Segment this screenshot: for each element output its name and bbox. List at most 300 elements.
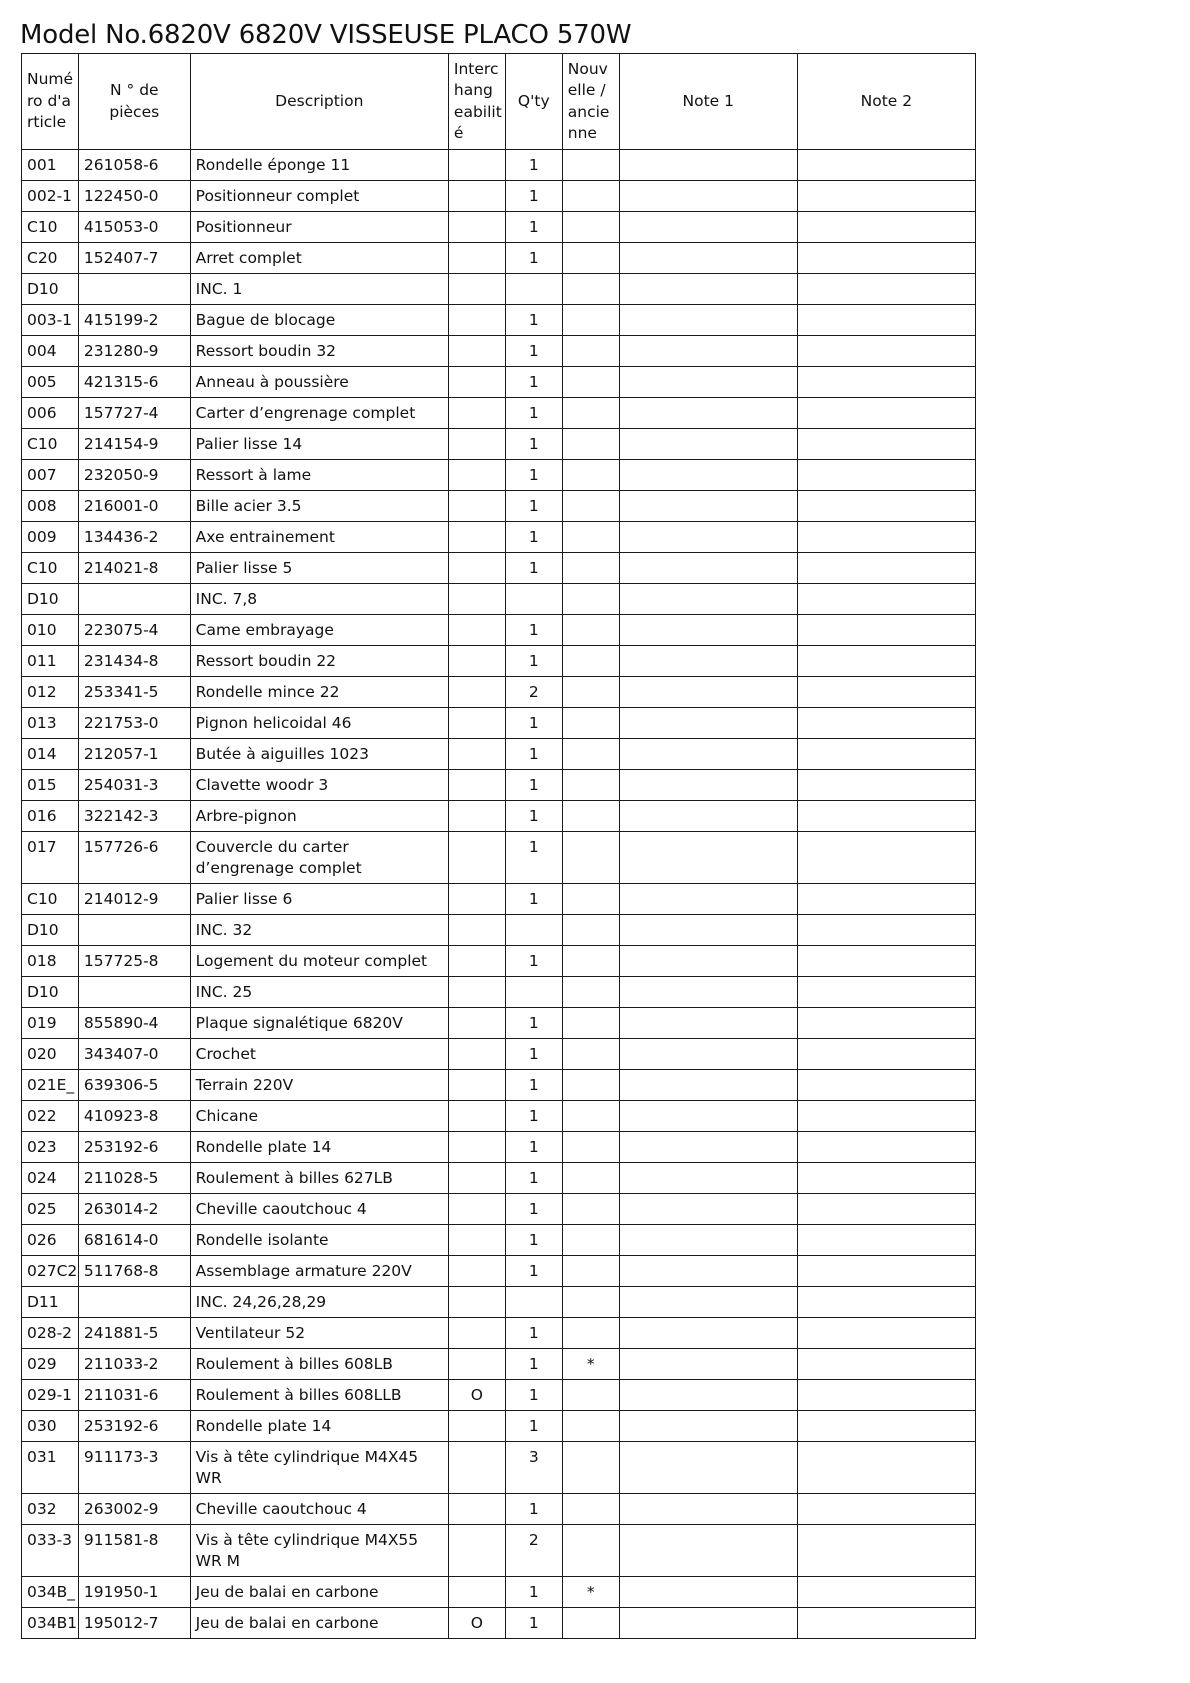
new-old-cell — [562, 832, 619, 884]
part-number-cell: 254031-3 — [78, 770, 190, 801]
quantity-cell: 1 — [505, 491, 562, 522]
note-1-cell — [619, 1070, 797, 1101]
part-number-cell: 211033-2 — [78, 1349, 190, 1380]
table-row — [22, 832, 976, 884]
interchangeability-cell — [448, 915, 505, 946]
new-old-cell — [562, 553, 619, 584]
description-cell: Plaque signalétique 6820V — [190, 1008, 448, 1039]
interchangeability-cell — [448, 1318, 505, 1349]
part-number-cell: 214154-9 — [78, 429, 190, 460]
description-cell: Ressort boudin 22 — [190, 646, 448, 677]
description-cell: INC. 24,26,28,29 — [190, 1287, 448, 1318]
note-2-cell — [797, 977, 975, 1008]
quantity-cell: 1 — [505, 553, 562, 584]
description-cell: Bague de blocage — [190, 305, 448, 336]
interchangeability-cell — [448, 1225, 505, 1256]
new-old-cell — [562, 615, 619, 646]
item-number-cell: 003-1 — [22, 305, 79, 336]
quantity-cell — [505, 915, 562, 946]
item-number-cell: 009 — [22, 522, 79, 553]
part-number-cell: 214021-8 — [78, 553, 190, 584]
part-number-cell: 216001-0 — [78, 491, 190, 522]
description-cell: Anneau à poussière — [190, 367, 448, 398]
table-row — [22, 615, 976, 646]
note-2-cell — [797, 801, 975, 832]
table-row — [22, 1256, 976, 1287]
description-cell: Ventilateur 52 — [190, 1318, 448, 1349]
new-old-cell — [562, 243, 619, 274]
new-old-cell — [562, 1380, 619, 1411]
item-number-cell: 033-3 — [22, 1525, 79, 1577]
note-2-cell — [797, 1318, 975, 1349]
note-2-cell — [797, 915, 975, 946]
item-number-cell: 016 — [22, 801, 79, 832]
note-1-cell — [619, 212, 797, 243]
part-number-cell: 261058-6 — [78, 150, 190, 181]
note-2-cell — [797, 708, 975, 739]
new-old-cell: * — [562, 1349, 619, 1380]
part-number-cell: 511768-8 — [78, 1256, 190, 1287]
note-1-cell — [619, 1256, 797, 1287]
description-cell: Chicane — [190, 1101, 448, 1132]
note-1-cell — [619, 429, 797, 460]
item-number-cell: 032 — [22, 1494, 79, 1525]
new-old-cell — [562, 946, 619, 977]
note-1-cell — [619, 491, 797, 522]
interchangeability-cell — [448, 1039, 505, 1070]
part-number-cell: 241881-5 — [78, 1318, 190, 1349]
interchangeability-cell — [448, 181, 505, 212]
table-row — [22, 884, 976, 915]
note-2-cell — [797, 1525, 975, 1577]
note-1-cell — [619, 150, 797, 181]
note-2-cell — [797, 1380, 975, 1411]
table-header-row — [22, 54, 976, 150]
item-number-cell: 031 — [22, 1442, 79, 1494]
quantity-cell: 1 — [505, 1318, 562, 1349]
note-2-cell — [797, 677, 975, 708]
interchangeability-cell — [448, 739, 505, 770]
new-old-cell — [562, 1256, 619, 1287]
note-1-cell — [619, 336, 797, 367]
table-row — [22, 1039, 976, 1070]
note-2-cell — [797, 1101, 975, 1132]
quantity-cell: 1 — [505, 1380, 562, 1411]
note-1-cell — [619, 1442, 797, 1494]
parts-table-body — [22, 150, 976, 1639]
note-1-cell — [619, 884, 797, 915]
note-2-cell — [797, 243, 975, 274]
interchangeability-cell — [448, 367, 505, 398]
item-number-cell: 017 — [22, 832, 79, 884]
quantity-cell — [505, 977, 562, 1008]
note-1-cell — [619, 1101, 797, 1132]
quantity-cell: 1 — [505, 212, 562, 243]
note-1-cell — [619, 1411, 797, 1442]
note-1-cell — [619, 801, 797, 832]
new-old-cell — [562, 677, 619, 708]
item-number-cell: D10 — [22, 915, 79, 946]
note-1-cell — [619, 977, 797, 1008]
note-1-cell — [619, 915, 797, 946]
description-cell: Palier lisse 5 — [190, 553, 448, 584]
table-row — [22, 1101, 976, 1132]
table-row — [22, 1442, 976, 1494]
note-2-cell — [797, 491, 975, 522]
description-cell: Rondelle mince 22 — [190, 677, 448, 708]
item-number-cell: C10 — [22, 429, 79, 460]
item-number-cell: 028-2 — [22, 1318, 79, 1349]
new-old-cell — [562, 398, 619, 429]
note-2-cell — [797, 367, 975, 398]
table-row — [22, 1525, 976, 1577]
new-old-cell — [562, 1132, 619, 1163]
description-cell: Rondelle plate 14 — [190, 1411, 448, 1442]
quantity-cell: 1 — [505, 1008, 562, 1039]
item-number-cell: D10 — [22, 274, 79, 305]
description-cell: Pignon helicoidal 46 — [190, 708, 448, 739]
item-number-cell: 029-1 — [22, 1380, 79, 1411]
new-old-cell — [562, 429, 619, 460]
item-number-cell: C10 — [22, 884, 79, 915]
table-row — [22, 491, 976, 522]
note-2-cell — [797, 1008, 975, 1039]
item-number-cell: 013 — [22, 708, 79, 739]
quantity-cell: 1 — [505, 1256, 562, 1287]
header-part-number: N ° de pièces — [78, 54, 190, 150]
table-row — [22, 274, 976, 305]
item-number-cell: D10 — [22, 584, 79, 615]
description-cell: Logement du moteur complet — [190, 946, 448, 977]
description-cell: Palier lisse 6 — [190, 884, 448, 915]
new-old-cell — [562, 367, 619, 398]
new-old-cell — [562, 646, 619, 677]
interchangeability-cell — [448, 770, 505, 801]
item-number-cell: 011 — [22, 646, 79, 677]
interchangeability-cell — [448, 946, 505, 977]
note-1-cell — [619, 708, 797, 739]
part-number-cell: 223075-4 — [78, 615, 190, 646]
note-2-cell — [797, 1039, 975, 1070]
table-row — [22, 429, 976, 460]
description-cell: Crochet — [190, 1039, 448, 1070]
new-old-cell — [562, 522, 619, 553]
table-row — [22, 801, 976, 832]
description-cell: Butée à aiguilles 1023 — [190, 739, 448, 770]
table-row — [22, 305, 976, 336]
quantity-cell: 3 — [505, 1442, 562, 1494]
interchangeability-cell — [448, 491, 505, 522]
note-2-cell — [797, 1163, 975, 1194]
description-cell: Rondelle éponge 11 — [190, 150, 448, 181]
item-number-cell: 010 — [22, 615, 79, 646]
interchangeability-cell — [448, 1577, 505, 1608]
description-cell: Vis à tête cylindrique M4X45 WR — [190, 1442, 448, 1494]
note-2-cell — [797, 274, 975, 305]
item-number-cell: 015 — [22, 770, 79, 801]
description-cell: Carter d’engrenage complet — [190, 398, 448, 429]
note-2-cell — [797, 1070, 975, 1101]
table-row — [22, 181, 976, 212]
note-2-cell — [797, 460, 975, 491]
description-cell: Palier lisse 14 — [190, 429, 448, 460]
new-old-cell — [562, 1008, 619, 1039]
table-row — [22, 1380, 976, 1411]
table-row — [22, 553, 976, 584]
note-2-cell — [797, 1287, 975, 1318]
note-1-cell — [619, 1287, 797, 1318]
note-2-cell — [797, 212, 975, 243]
note-1-cell — [619, 181, 797, 212]
new-old-cell — [562, 884, 619, 915]
note-1-cell — [619, 1225, 797, 1256]
table-row — [22, 739, 976, 770]
new-old-cell — [562, 1225, 619, 1256]
note-2-cell — [797, 584, 975, 615]
part-number-cell: 212057-1 — [78, 739, 190, 770]
interchangeability-cell — [448, 1101, 505, 1132]
note-1-cell — [619, 615, 797, 646]
item-number-cell: 006 — [22, 398, 79, 429]
description-cell: Cheville caoutchouc 4 — [190, 1494, 448, 1525]
part-number-cell: 232050-9 — [78, 460, 190, 491]
interchangeability-cell — [448, 884, 505, 915]
new-old-cell — [562, 1525, 619, 1577]
note-2-cell — [797, 770, 975, 801]
new-old-cell — [562, 274, 619, 305]
note-2-cell — [797, 1608, 975, 1639]
header-item-number: Numé ro d'a rticle — [22, 54, 79, 150]
part-number-cell: 195012-7 — [78, 1608, 190, 1639]
new-old-cell: * — [562, 1577, 619, 1608]
description-cell: Arret complet — [190, 243, 448, 274]
new-old-cell — [562, 1608, 619, 1639]
note-1-cell — [619, 460, 797, 491]
new-old-cell — [562, 181, 619, 212]
note-1-cell — [619, 1163, 797, 1194]
note-2-cell — [797, 305, 975, 336]
new-old-cell — [562, 584, 619, 615]
description-cell: Assemblage armature 220V — [190, 1256, 448, 1287]
note-2-cell — [797, 1442, 975, 1494]
note-1-cell — [619, 274, 797, 305]
quantity-cell: 2 — [505, 677, 562, 708]
item-number-cell: 001 — [22, 150, 79, 181]
table-row — [22, 1132, 976, 1163]
interchangeability-cell — [448, 150, 505, 181]
part-number-cell: 911581-8 — [78, 1525, 190, 1577]
item-number-cell: 027C2 — [22, 1256, 79, 1287]
item-number-cell: C10 — [22, 553, 79, 584]
item-number-cell: D10 — [22, 977, 79, 1008]
part-number-cell: 122450-0 — [78, 181, 190, 212]
note-1-cell — [619, 1194, 797, 1225]
header-interchangeability: Interc hang eabilit é — [448, 54, 505, 150]
interchangeability-cell — [448, 336, 505, 367]
note-1-cell — [619, 522, 797, 553]
description-cell: Positionneur complet — [190, 181, 448, 212]
header-new-old: Nouv elle / ancie nne — [562, 54, 619, 150]
table-row — [22, 1070, 976, 1101]
quantity-cell: 1 — [505, 1163, 562, 1194]
table-row — [22, 1194, 976, 1225]
part-number-cell: 639306-5 — [78, 1070, 190, 1101]
description-cell: INC. 1 — [190, 274, 448, 305]
new-old-cell — [562, 1163, 619, 1194]
quantity-cell: 1 — [505, 181, 562, 212]
description-cell: Vis à tête cylindrique M4X55 WR M — [190, 1525, 448, 1577]
interchangeability-cell — [448, 801, 505, 832]
table-row — [22, 977, 976, 1008]
note-1-cell — [619, 946, 797, 977]
item-number-cell: 018 — [22, 946, 79, 977]
interchangeability-cell — [448, 1349, 505, 1380]
table-row — [22, 1225, 976, 1256]
interchangeability-cell — [448, 1132, 505, 1163]
quantity-cell — [505, 584, 562, 615]
note-2-cell — [797, 739, 975, 770]
part-number-cell: 231280-9 — [78, 336, 190, 367]
interchangeability-cell — [448, 1008, 505, 1039]
part-number-cell: 410923-8 — [78, 1101, 190, 1132]
new-old-cell — [562, 708, 619, 739]
item-number-cell: D11 — [22, 1287, 79, 1318]
description-cell: INC. 7,8 — [190, 584, 448, 615]
note-1-cell — [619, 1132, 797, 1163]
new-old-cell — [562, 915, 619, 946]
quantity-cell: 1 — [505, 801, 562, 832]
item-number-cell: 004 — [22, 336, 79, 367]
table-row — [22, 915, 976, 946]
description-cell: Rondelle plate 14 — [190, 1132, 448, 1163]
part-number-cell: 681614-0 — [78, 1225, 190, 1256]
table-row — [22, 1287, 976, 1318]
note-2-cell — [797, 946, 975, 977]
note-1-cell — [619, 305, 797, 336]
table-row — [22, 398, 976, 429]
new-old-cell — [562, 1318, 619, 1349]
note-2-cell — [797, 646, 975, 677]
quantity-cell: 2 — [505, 1525, 562, 1577]
note-1-cell — [619, 1525, 797, 1577]
note-2-cell — [797, 1132, 975, 1163]
table-row — [22, 1577, 976, 1608]
interchangeability-cell — [448, 1525, 505, 1577]
header-quantity: Q'ty — [505, 54, 562, 150]
note-1-cell — [619, 1349, 797, 1380]
item-number-cell: C10 — [22, 212, 79, 243]
quantity-cell: 1 — [505, 1039, 562, 1070]
interchangeability-cell — [448, 1494, 505, 1525]
item-number-cell: 020 — [22, 1039, 79, 1070]
part-number-cell: 152407-7 — [78, 243, 190, 274]
part-number-cell — [78, 274, 190, 305]
interchangeability-cell — [448, 1411, 505, 1442]
description-cell: INC. 32 — [190, 915, 448, 946]
note-1-cell — [619, 770, 797, 801]
description-cell: Couvercle du carter d’engrenage complet — [190, 832, 448, 884]
description-cell: Clavette woodr 3 — [190, 770, 448, 801]
quantity-cell: 1 — [505, 243, 562, 274]
description-cell: Roulement à billes 608LB — [190, 1349, 448, 1380]
item-number-cell: 034B1 — [22, 1608, 79, 1639]
quantity-cell: 1 — [505, 646, 562, 677]
note-2-cell — [797, 615, 975, 646]
note-2-cell — [797, 1577, 975, 1608]
part-number-cell: 253192-6 — [78, 1411, 190, 1442]
table-row — [22, 243, 976, 274]
interchangeability-cell — [448, 429, 505, 460]
interchangeability-cell — [448, 646, 505, 677]
table-row — [22, 1608, 976, 1639]
table-row — [22, 584, 976, 615]
part-number-cell: 322142-3 — [78, 801, 190, 832]
note-1-cell — [619, 646, 797, 677]
note-2-cell — [797, 1194, 975, 1225]
interchangeability-cell — [448, 977, 505, 1008]
note-1-cell — [619, 367, 797, 398]
note-1-cell — [619, 1039, 797, 1070]
interchangeability-cell — [448, 708, 505, 739]
new-old-cell — [562, 212, 619, 243]
note-1-cell — [619, 553, 797, 584]
quantity-cell: 1 — [505, 1194, 562, 1225]
interchangeability-cell — [448, 832, 505, 884]
quantity-cell: 1 — [505, 739, 562, 770]
quantity-cell: 1 — [505, 615, 562, 646]
table-row — [22, 522, 976, 553]
part-number-cell: 263002-9 — [78, 1494, 190, 1525]
item-number-cell: 030 — [22, 1411, 79, 1442]
header-description: Description — [190, 54, 448, 150]
description-cell: Ressort à lame — [190, 460, 448, 491]
description-cell: Jeu de balai en carbone — [190, 1608, 448, 1639]
part-number-cell: 191950-1 — [78, 1577, 190, 1608]
part-number-cell: 253341-5 — [78, 677, 190, 708]
item-number-cell: 019 — [22, 1008, 79, 1039]
part-number-cell: 415053-0 — [78, 212, 190, 243]
item-number-cell: 005 — [22, 367, 79, 398]
quantity-cell: 1 — [505, 770, 562, 801]
note-2-cell — [797, 336, 975, 367]
item-number-cell: 008 — [22, 491, 79, 522]
note-1-cell — [619, 1608, 797, 1639]
quantity-cell: 1 — [505, 398, 562, 429]
quantity-cell: 1 — [505, 336, 562, 367]
quantity-cell: 1 — [505, 1132, 562, 1163]
note-1-cell — [619, 1008, 797, 1039]
part-number-cell: 157726-6 — [78, 832, 190, 884]
table-row — [22, 1411, 976, 1442]
description-cell: Rondelle isolante — [190, 1225, 448, 1256]
quantity-cell: 1 — [505, 1577, 562, 1608]
interchangeability-cell — [448, 553, 505, 584]
item-number-cell: C20 — [22, 243, 79, 274]
note-1-cell — [619, 584, 797, 615]
quantity-cell: 1 — [505, 1494, 562, 1525]
part-number-cell: 343407-0 — [78, 1039, 190, 1070]
part-number-cell — [78, 1287, 190, 1318]
item-number-cell: 022 — [22, 1101, 79, 1132]
item-number-cell: 002-1 — [22, 181, 79, 212]
part-number-cell: 911173-3 — [78, 1442, 190, 1494]
note-2-cell — [797, 832, 975, 884]
new-old-cell — [562, 150, 619, 181]
quantity-cell: 1 — [505, 884, 562, 915]
description-cell: Bille acier 3.5 — [190, 491, 448, 522]
description-cell: Came embrayage — [190, 615, 448, 646]
interchangeability-cell — [448, 212, 505, 243]
